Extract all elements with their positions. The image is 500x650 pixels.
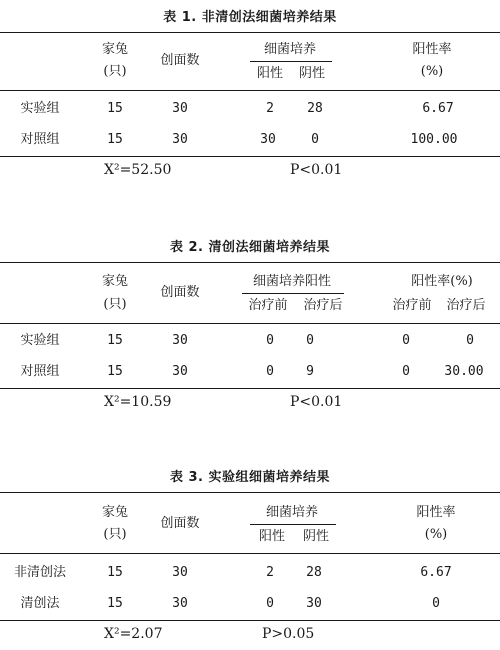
header-rabbits: 家兔 <box>101 42 129 57</box>
header-wounds: 创面数 <box>160 516 200 531</box>
p-value: P<0.01 <box>290 394 343 410</box>
cell-rabbits: 15 <box>107 596 123 611</box>
header-rate-unit: (%) <box>424 527 448 542</box>
p-value: P>0.05 <box>262 626 315 642</box>
header-rabbits: 家兔 <box>101 505 129 520</box>
header-rate-unit: (%) <box>420 64 444 79</box>
row-label: 非清创法 <box>13 565 67 580</box>
top-rule <box>0 262 500 263</box>
cell-negative: 30 <box>306 596 322 611</box>
cell-after: 0 <box>306 333 314 348</box>
header-negative: 阴性 <box>298 66 326 81</box>
cell-rate-before: 0 <box>402 364 410 379</box>
header-positive-rate-group: 阳性率(%) <box>411 274 473 289</box>
cell-negative: 0 <box>311 132 319 147</box>
row-label: 对照组 <box>20 364 60 379</box>
chi-square-stat: X²=2.07 <box>104 626 163 642</box>
cell-wounds: 30 <box>172 565 188 580</box>
table-title: 表 1. 非清创法细菌培养结果 <box>163 10 337 25</box>
header-positive-rate: 阳性率 <box>416 505 456 520</box>
cell-rate: 6.67 <box>422 101 454 116</box>
cell-positive: 2 <box>266 101 274 116</box>
header-positive: 阳性 <box>256 66 284 81</box>
cell-wounds: 30 <box>172 364 188 379</box>
header-culture-group: 细菌培养 <box>265 505 319 520</box>
header-wounds: 创面数 <box>160 53 200 68</box>
group-underline <box>242 293 344 294</box>
row-label: 清创法 <box>20 596 60 611</box>
cell-wounds: 30 <box>172 101 188 116</box>
header-culture-positive-group: 细菌培养阳性 <box>252 274 332 289</box>
header-negative: 阴性 <box>302 529 330 544</box>
header-rule <box>0 553 500 554</box>
table-title: 表 2. 清创法细菌培养结果 <box>169 240 331 255</box>
cell-positive: 2 <box>266 565 274 580</box>
bottom-rule <box>0 156 500 157</box>
cell-wounds: 30 <box>172 132 188 147</box>
cell-rate-after: 0 <box>466 333 474 348</box>
header-positive: 阳性 <box>258 529 286 544</box>
cell-rabbits: 15 <box>107 565 123 580</box>
cell-rate-before: 0 <box>402 333 410 348</box>
cell-after: 9 <box>306 364 314 379</box>
header-rabbits-unit: (只) <box>103 297 127 312</box>
header-rule <box>0 90 500 91</box>
header-rabbits-unit: (只) <box>103 64 127 79</box>
cell-rabbits: 15 <box>107 364 123 379</box>
row-label: 对照组 <box>20 132 60 147</box>
cell-wounds: 30 <box>172 333 188 348</box>
cell-rate-after: 30.00 <box>444 364 484 379</box>
cell-rate: 100.00 <box>410 132 458 147</box>
header-rabbits: 家兔 <box>101 274 129 289</box>
header-wounds: 创面数 <box>160 285 200 300</box>
chi-square-stat: X²=10.59 <box>104 394 172 410</box>
header-rate-before-treatment: 治疗前 <box>392 298 432 313</box>
cell-rate: 0 <box>432 596 440 611</box>
table-title: 表 3. 实验组细菌培养结果 <box>169 470 331 485</box>
bottom-rule <box>0 388 500 389</box>
cell-positive: 0 <box>266 596 274 611</box>
group-underline <box>250 524 336 525</box>
cell-rabbits: 15 <box>107 132 123 147</box>
cell-positive: 30 <box>260 132 276 147</box>
cell-before: 0 <box>266 364 274 379</box>
cell-rabbits: 15 <box>107 333 123 348</box>
header-culture-group: 细菌培养 <box>263 42 317 57</box>
chi-square-stat: X²=52.50 <box>104 162 172 178</box>
cell-negative: 28 <box>306 565 322 580</box>
header-rule <box>0 323 500 324</box>
cell-rabbits: 15 <box>107 101 123 116</box>
bottom-rule <box>0 620 500 621</box>
top-rule <box>0 32 500 33</box>
cell-wounds: 30 <box>172 596 188 611</box>
group-underline <box>250 61 332 62</box>
header-before-treatment: 治疗前 <box>248 298 288 313</box>
cell-negative: 28 <box>307 101 323 116</box>
cell-before: 0 <box>266 333 274 348</box>
header-after-treatment: 治疗后 <box>303 298 343 313</box>
top-rule <box>0 492 500 493</box>
header-rabbits-unit: (只) <box>103 527 127 542</box>
row-label: 实验组 <box>20 101 60 116</box>
cell-rate: 6.67 <box>420 565 452 580</box>
header-rate-after-treatment: 治疗后 <box>446 298 486 313</box>
p-value: P<0.01 <box>290 162 343 178</box>
header-positive-rate: 阳性率 <box>412 42 452 57</box>
row-label: 实验组 <box>20 333 60 348</box>
